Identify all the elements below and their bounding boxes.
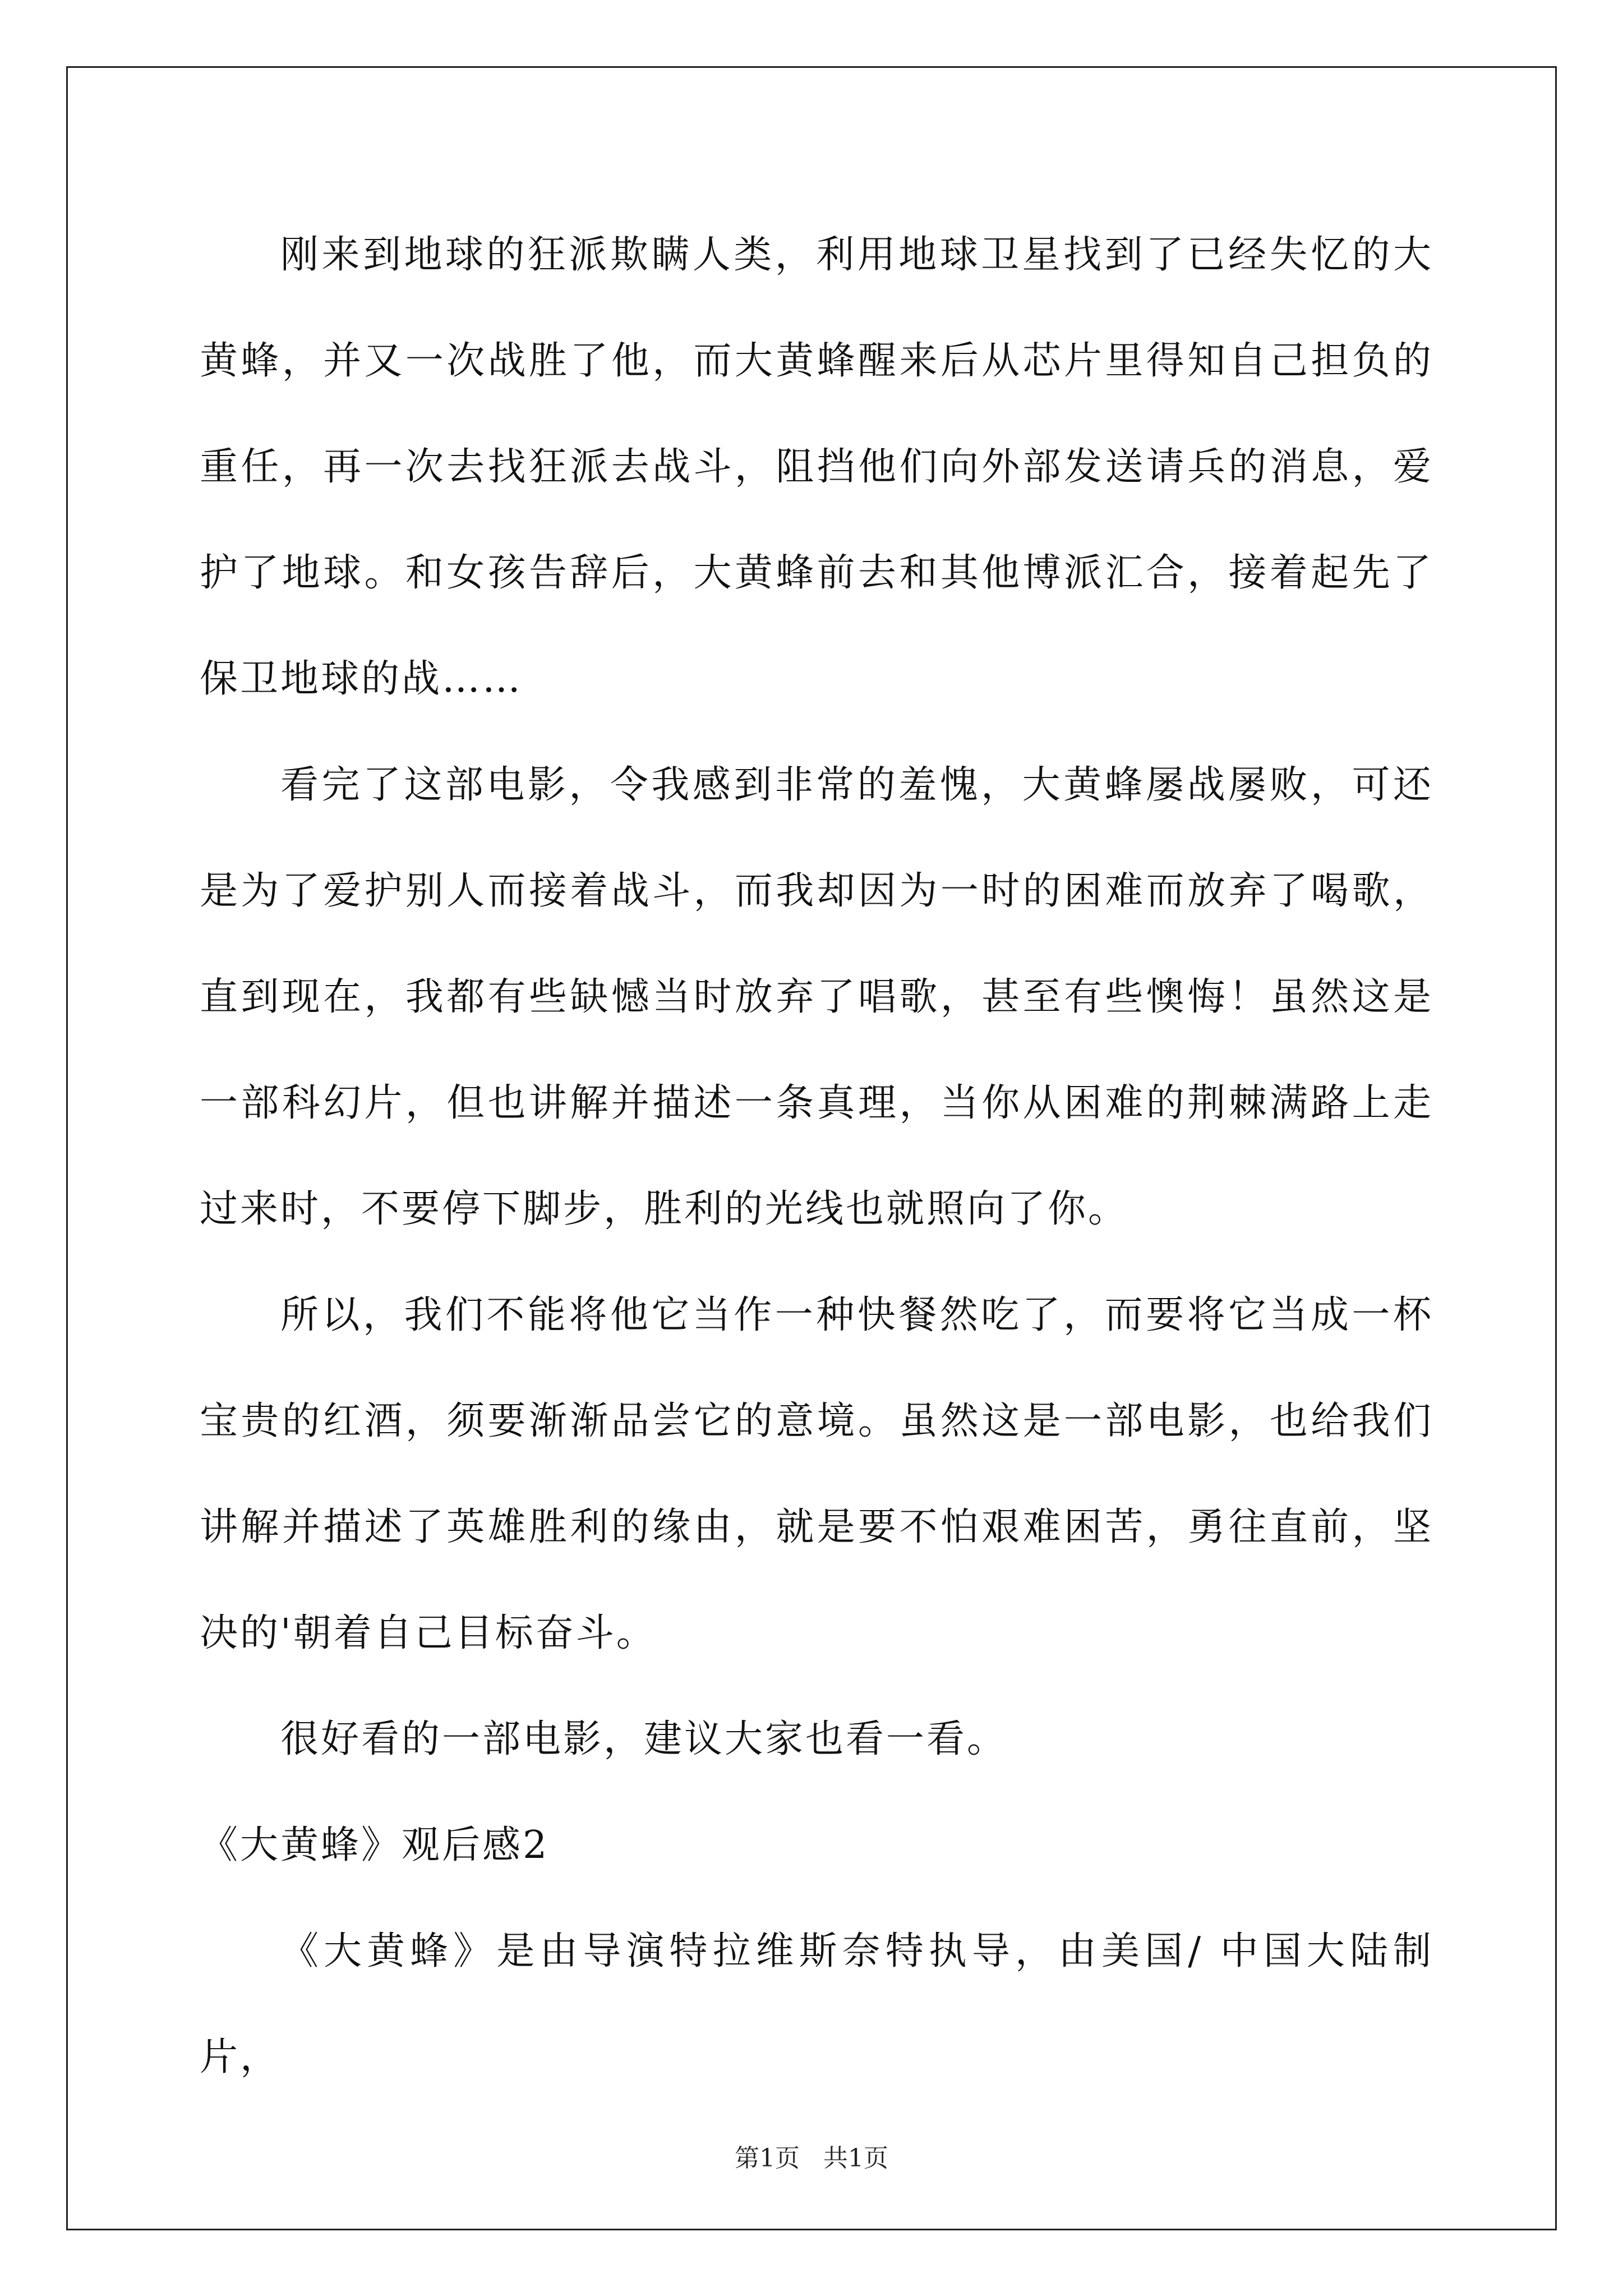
page-number-current: 第1页	[735, 2144, 800, 2173]
paragraph-4: 很好看的一部电影，建议大家也看一看。	[280, 1717, 1008, 1761]
page-number-total: 共1页	[823, 2144, 888, 2173]
paragraph-2: 看完了这部电影，令我感到非常的羞愧，大黄蜂屡战屡败，可还是为了爱护别人而接着战斗，而我却因为一时的困难而放弃了喝歌，直到现在，我都有些缺憾当时放弃了唱歌，甚至有些懊悔！虽然这是一部科幻片，但也讲解并描述一条真理，当你从困难的荆棘满路上走过来时，不要停下脚步，胜利的光线也就照向了你。	[200, 763, 1433, 1231]
page-footer	[0, 2142, 1623, 2175]
document-body	[200, 202, 1433, 2110]
paragraph-1: 刚来到地球的狂派欺瞒人类，利用地球卫星找到了已经失忆的大黄蜂，并又一次战胜了他，而大黄蜂醒来后从芯片里得知自己担负的重任，再一次去找狂派去战斗，阻挡他们向外部发送请兵的消息，爱护了地球。和女孩告辞后，大黄蜂前去和其他博派汇合，接着起先了保卫地球的战……	[200, 233, 1433, 701]
paragraph-3: 所以，我们不能将他它当作一种快餐然吃了，而要将它当成一杯宝贵的红酒，须要渐渐品尝它的意境。虽然这是一部电影，也给我们讲解并描述了英雄胜利的缘由，就是要不怕艰难困苦，勇往直前，坚决的'朝着自己目标奋斗。	[200, 1293, 1433, 1655]
section-heading: 《大黄蜂》观后感2	[200, 1823, 550, 1867]
section-paragraph: 《大黄蜂》是由导演特拉维斯奈特执导，由美国/ 中国大陆制片，	[200, 1929, 1433, 2079]
